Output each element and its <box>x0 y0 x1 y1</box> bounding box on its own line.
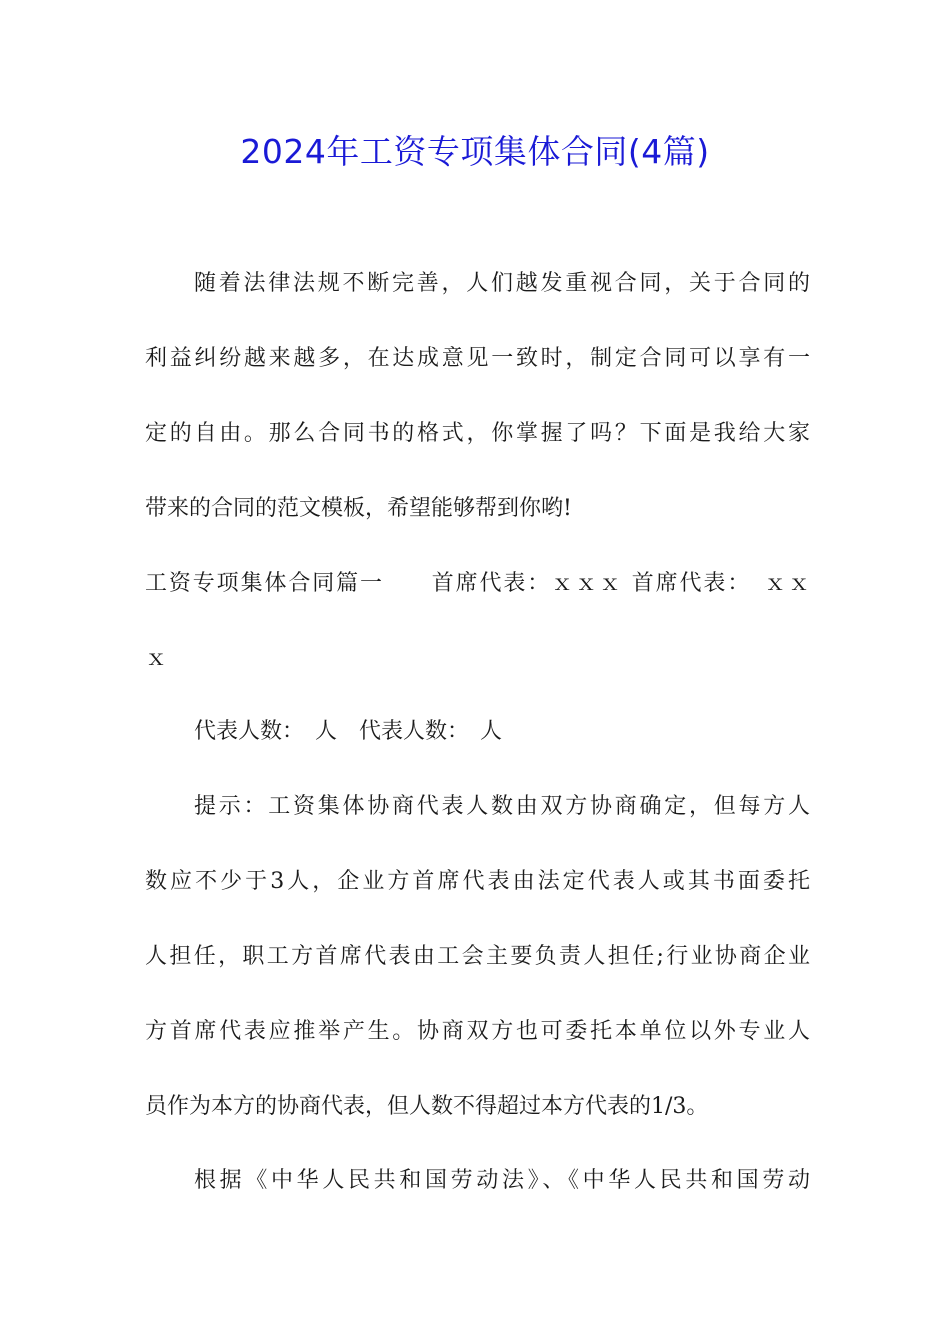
paragraph-line: ｘ <box>145 646 168 671</box>
paragraph-line: 员作为本方的协商代表，但人数不得超过本方代表的1/3。 <box>145 1094 709 1119</box>
paragraph-line: 方首席代表应推举产生。协商双方也可委托本单位以外专业人 <box>145 1019 810 1044</box>
paragraph-line: 随着法律法规不断完善，人们越发重视合同，关于合同的 <box>194 271 810 296</box>
document-title: 2024年工资专项集体合同(4篇) <box>240 132 710 171</box>
paragraph-line: 定的自由。那么合同书的格式，你掌握了吗？下面是我给大家 <box>145 421 810 446</box>
paragraph-line: 人担任，职工方首席代表由工会主要负责人担任;行业协商企业 <box>145 944 810 969</box>
paragraph-line: 代表人数： 人 代表人数： 人 <box>194 719 503 744</box>
paragraph-line: 工资专项集体合同篇一 首席代表：ｘｘｘ 首席代表： ｘｘ <box>145 571 810 596</box>
paragraph-line: 提示：工资集体协商代表人数由双方协商确定，但每方人 <box>194 794 810 819</box>
paragraph-line: 数应不少于3人，企业方首席代表由法定代表人或其书面委托 <box>145 869 810 894</box>
paragraph-line: 带来的合同的范文模板，希望能够帮到你哟! <box>145 496 572 521</box>
paragraph-line: 利益纠纷越来越多，在达成意见一致时，制定合同可以享有一 <box>145 346 810 371</box>
paragraph-line: 根据《中华人民共和国劳动法》、《中华人民共和国劳动 <box>194 1168 810 1193</box>
